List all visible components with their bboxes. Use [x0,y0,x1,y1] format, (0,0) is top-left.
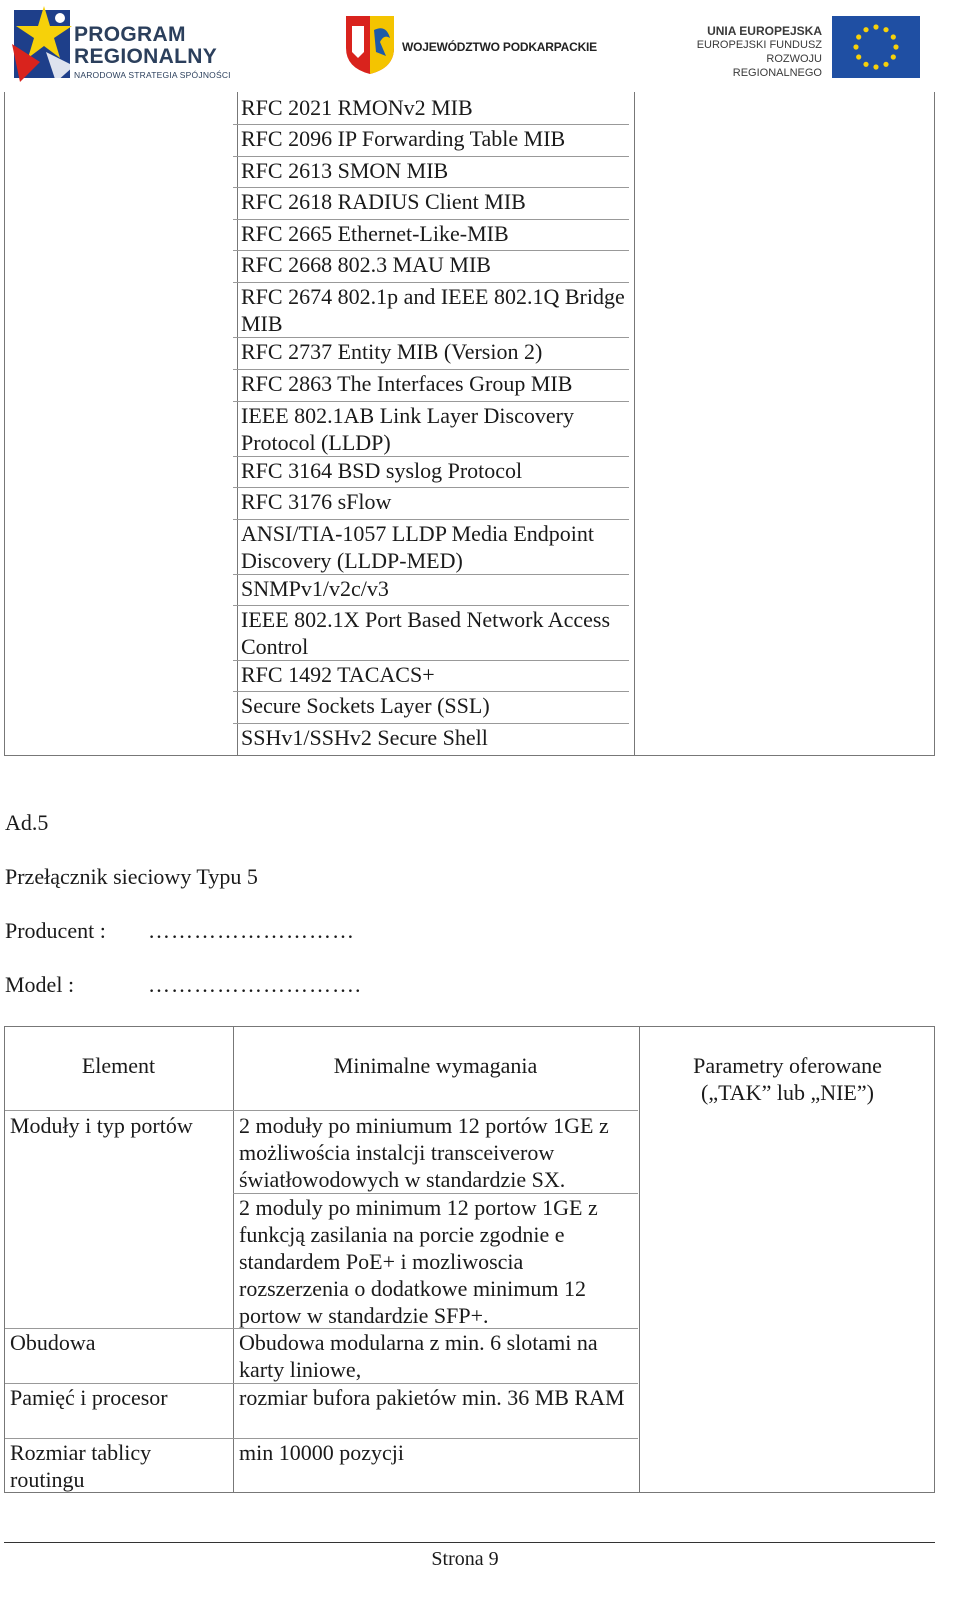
voivodeship-logo-text: WOJEWÓDZTWO PODKARPACKIE [402,40,597,54]
eu-logo-line1: UNIA EUROPEJSKA [707,24,822,38]
row-element-chassis: Obudowa [10,1330,96,1355]
standard-item: RFC 2021 RMONv2 MIB [233,94,629,125]
page-header [0,0,960,92]
standards-table-left-column [5,92,238,755]
standard-item: RFC 2674 802.1p and IEEE 802.1Q Bridge MIB [233,283,629,338]
row-divider [5,1110,638,1111]
standard-item: Secure Sockets Layer (SSL) [233,692,629,724]
model-field: ………………………. [148,972,362,997]
section-heading: Ad.5 [5,810,49,835]
standard-item: SNMPv1/v2c/v3 [233,575,629,606]
page-number: Strona 9 [431,1548,499,1570]
producer-label: Producent : [5,918,106,943]
row-element-ports: Moduły i typ portów [10,1113,193,1138]
device-title: Przełącznik sieciowy Typu 5 [5,864,258,889]
standard-item: RFC 1492 TACACS+ [233,661,629,692]
standard-item: ANSI/TIA-1057 LLDP Media Endpoint Discovery (LLDP-MED) [233,520,629,575]
program-logo-line2: REGIONALNY [74,45,218,68]
requirement-text: 2 moduly po minimum 12 portow 1GE z funkcją zasilania na porcie zgodnie e standardem PoE+ i mozliwoscia rozszerzenia o dodatkowe minimum 12 portow w standardzie SFP+. [239,1195,598,1328]
standard-item: RFC 2096 IP Forwarding Table MIB [233,125,629,157]
producer-field: ……………………… [148,918,355,943]
table-divider [233,1027,234,1492]
eu-logo-line3: ROZWOJU REGIONALNEGO [732,53,822,79]
eu-logo-line2: EUROPEJSKI FUNDUSZ [696,39,822,51]
program-logo-line3: NARODOWA STRATEGIA SPÓJNOŚCI [74,70,231,80]
row-element-memory: Pamięć i procesor [10,1385,168,1410]
standard-item: IEEE 802.1AB Link Layer Discovery Protocol (LLDP) [233,402,629,457]
standard-item: RFC 2737 Entity MIB (Version 2) [233,338,629,370]
standard-item: RFC 3164 BSD syslog Protocol [233,457,629,488]
requirement-text: min 10000 pozycji [239,1440,404,1465]
eu-flag-icon [832,16,920,78]
standard-item: RFC 2618 RADIUS Client MIB [233,188,629,220]
standard-item: RFC 3176 sFlow [233,488,629,520]
program-logo-line1: PROGRAM [74,23,186,46]
requirement-text: Obudowa modularna z min. 6 slotami na karty liniowe, [239,1330,598,1382]
header-offered: Parametry oferowane („TAK” lub „NIE”) [693,1053,882,1105]
footer-rule [4,1542,935,1543]
standard-item: SSHv1/SSHv2 Secure Shell [241,725,488,750]
star-logo-icon [10,4,78,84]
crest-icon [342,12,398,76]
header-element: Element [81,1053,156,1078]
program-regionalny-logo [10,4,260,84]
row-element-routing: Rozmiar tablicy routingu [10,1440,152,1492]
standard-item: RFC 2665 Ethernet-Like-MIB [233,220,629,251]
standard-item: RFC 2613 SMON MIB [233,157,629,188]
requirement-text: 2 moduły po miniumum 12 portów 1GE z możliwościa instalcji transceiverow światłowodowych w standardzie SX. [239,1113,609,1192]
header-requirements: Minimalne wymagania [333,1053,538,1078]
voivodeship-logo [342,12,622,78]
model-label: Model : [5,972,75,997]
standard-item: RFC 2863 The Interfaces Group MIB [233,370,629,402]
eu-logo [680,16,940,80]
standard-item: RFC 2668 802.3 MAU MIB [233,251,629,283]
table-divider [639,1027,640,1492]
requirement-text: rozmiar bufora pakietów min. 36 MB RAM [239,1385,625,1410]
standard-item: IEEE 802.1X Port Based Network Access Control [233,606,629,661]
